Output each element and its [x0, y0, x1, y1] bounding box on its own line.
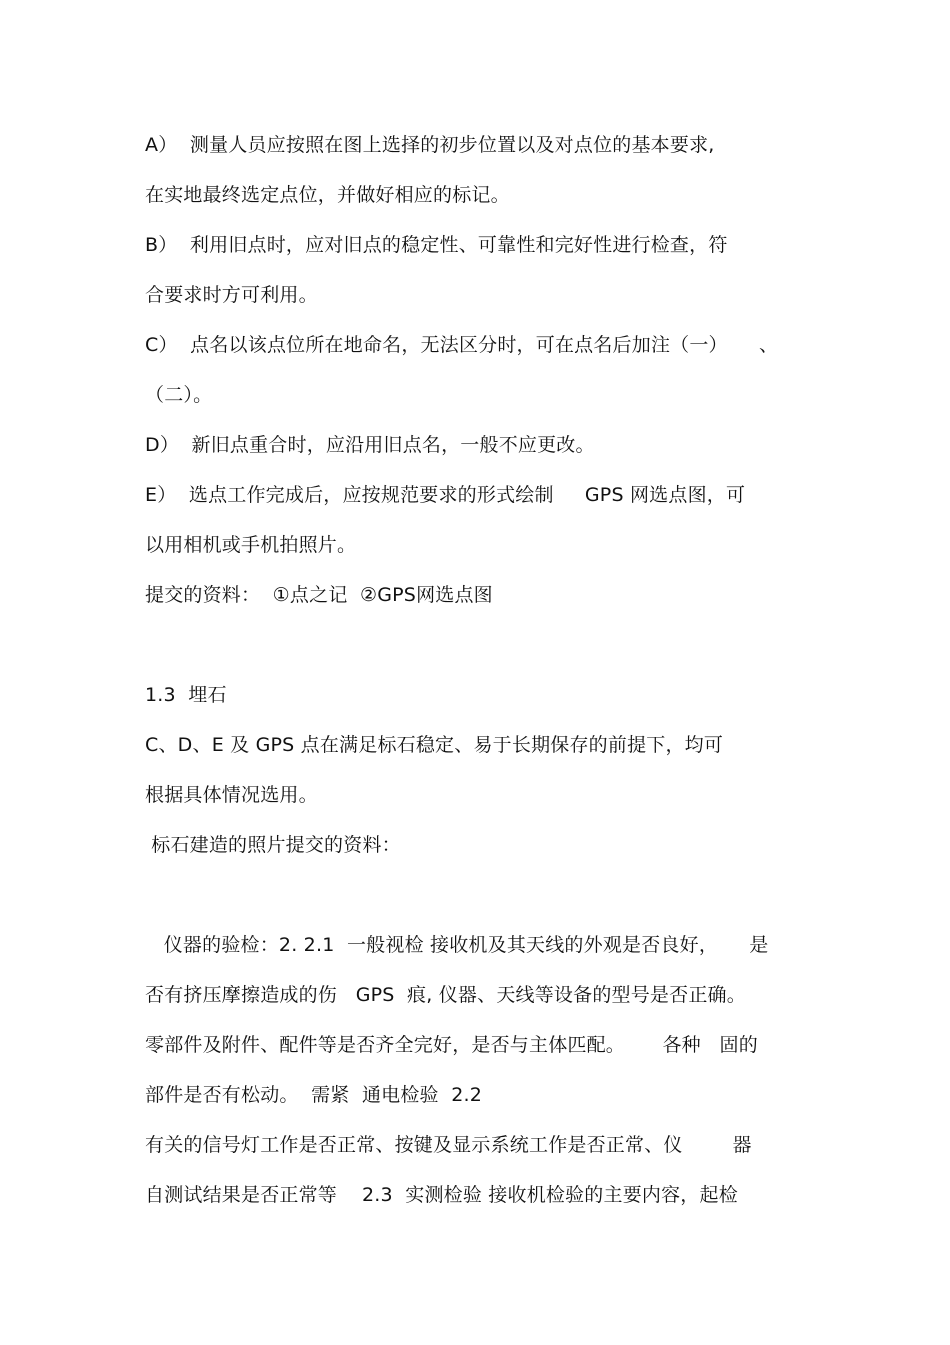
text-line: 标石建造的照片提交的资料： — [145, 834, 401, 856]
text-line-a: A） 测量人员应按照在图上选择的初步位置以及对点位的基本要求, — [145, 134, 715, 156]
submitted-materials: 提交的资料： ①点之记 ②GPS网选点图 — [145, 584, 493, 606]
text-line: 根据具体情况选用。 — [145, 784, 318, 806]
text-line: 在实地最终选定点位，并做好相应的标记。 — [145, 184, 510, 206]
text-line: 仪器的验检：2. 2.1 一般视检 接收机及其天线的外观是否良好， 是 — [145, 934, 769, 956]
text-line-d: D） 新旧点重合时，应沿用旧点名，一般不应更改。 — [145, 434, 595, 456]
text-line: 否有挤压摩擦造成的伤 GPS 痕, 仪器、天线等设备的型号是否正确。 — [145, 984, 746, 1006]
text-line: 部件是否有松动。 需紧 通电检验 2.2 — [145, 1084, 483, 1106]
text-line: 零部件及附件、配件等是否齐全完好，是否与主体匹配。 各种 固的 — [145, 1034, 758, 1056]
text-line: 自测试结果是否正常等 2.3 实测检验 接收机检验的主要内容，起检 — [145, 1184, 738, 1206]
text-line-e: E） 选点工作完成后，应按规范要求的形式绘制 GPS 网选点图，可 — [145, 484, 746, 506]
text-line: 以用相机或手机拍照片。 — [145, 534, 357, 556]
text-line: 有关的信号灯工作是否正常、按键及显示系统工作是否正常、仪 器 — [145, 1134, 752, 1156]
text-line-b: B） 利用旧点时，应对旧点的稳定性、可靠性和完好性进行检查，符 — [145, 234, 728, 256]
text-line: C、D、E 及 GPS 点在满足标石稳定、易于长期保存的前提下，均可 — [145, 734, 724, 756]
text-line: （二）。 — [145, 384, 213, 406]
text-line: 合要求时方可利用。 — [145, 284, 318, 306]
section-heading: 1.3 埋石 — [145, 684, 227, 706]
text-line-c: C） 点名以该点位所在地命名，无法区分时，可在点名后加注（一） 、 — [145, 334, 779, 356]
